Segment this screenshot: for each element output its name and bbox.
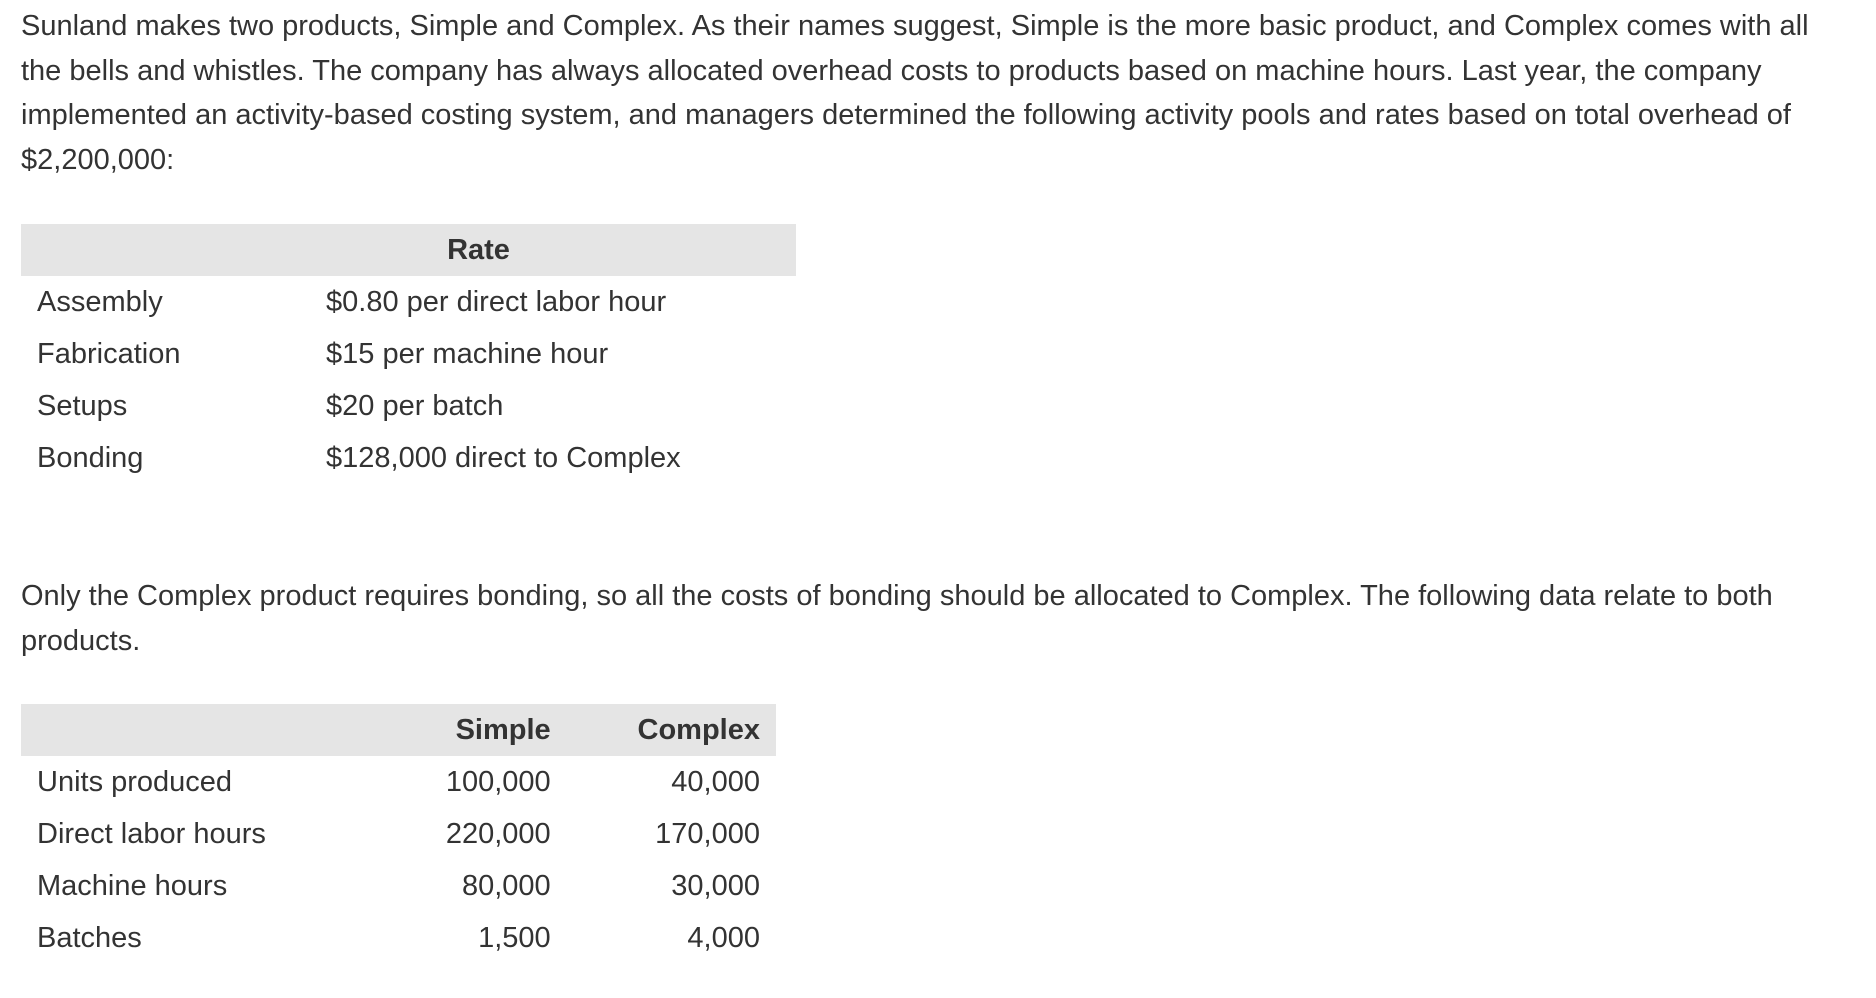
product-data-table	[21, 704, 776, 964]
activity-name: Assembly	[37, 285, 163, 318]
activity-rate: $20 per batch	[326, 389, 504, 422]
simple-value: 100,000	[445, 765, 551, 798]
complex-value: 4,000	[687, 921, 760, 954]
table-row	[21, 912, 776, 964]
intro-paragraph: Sunland makes two products, Simple and Complex. As their names suggest, Simple is the more basic product, and Complex comes with all the bells and whistles. The company has always allocated overhead costs to products based on machine hours. Last year, the company implemented an activity-based costing system, and managers determined the following activity pools and rates based on total overhead of $2,200,000:	[21, 10, 1809, 176]
product-header-label	[21, 704, 368, 756]
complex-value: 30,000	[671, 869, 760, 902]
activity-rates-table	[21, 224, 796, 484]
simple-value: 1,500	[478, 921, 551, 954]
product-header-row	[21, 704, 776, 756]
simple-value: 80,000	[461, 869, 551, 902]
item-label: Units produced	[37, 765, 233, 798]
product-header-simple: Simple	[368, 704, 551, 756]
middle-paragraph: Only the Complex product requires bonding, so all the costs of bonding should be allocated to Complex. The following data relate to both products.	[21, 580, 1773, 657]
rates-header-row	[21, 224, 796, 276]
complex-value: 170,000	[655, 817, 760, 850]
product-header-complex: Complex	[551, 704, 776, 756]
table-row	[21, 328, 796, 380]
complex-value: 40,000	[671, 765, 760, 798]
item-label: Machine hours	[37, 869, 228, 902]
activity-name: Fabrication	[37, 337, 181, 370]
table-row	[21, 432, 796, 484]
table-row	[21, 380, 796, 432]
item-label: Batches	[37, 921, 142, 954]
activity-name: Bonding	[37, 441, 144, 474]
activity-rate: $0.80 per direct labor hour	[326, 285, 667, 318]
activity-name: Setups	[37, 389, 128, 422]
rates-header-label	[21, 224, 326, 276]
table-row	[21, 860, 776, 912]
rates-header-rate: Rate	[326, 224, 796, 276]
table-row	[21, 756, 776, 808]
item-label: Direct labor hours	[37, 817, 266, 850]
activity-rate: $15 per machine hour	[326, 337, 609, 370]
simple-value: 220,000	[445, 817, 551, 850]
activity-rate: $128,000 direct to Complex	[326, 441, 681, 474]
table-row	[21, 276, 796, 328]
table-row	[21, 808, 776, 860]
